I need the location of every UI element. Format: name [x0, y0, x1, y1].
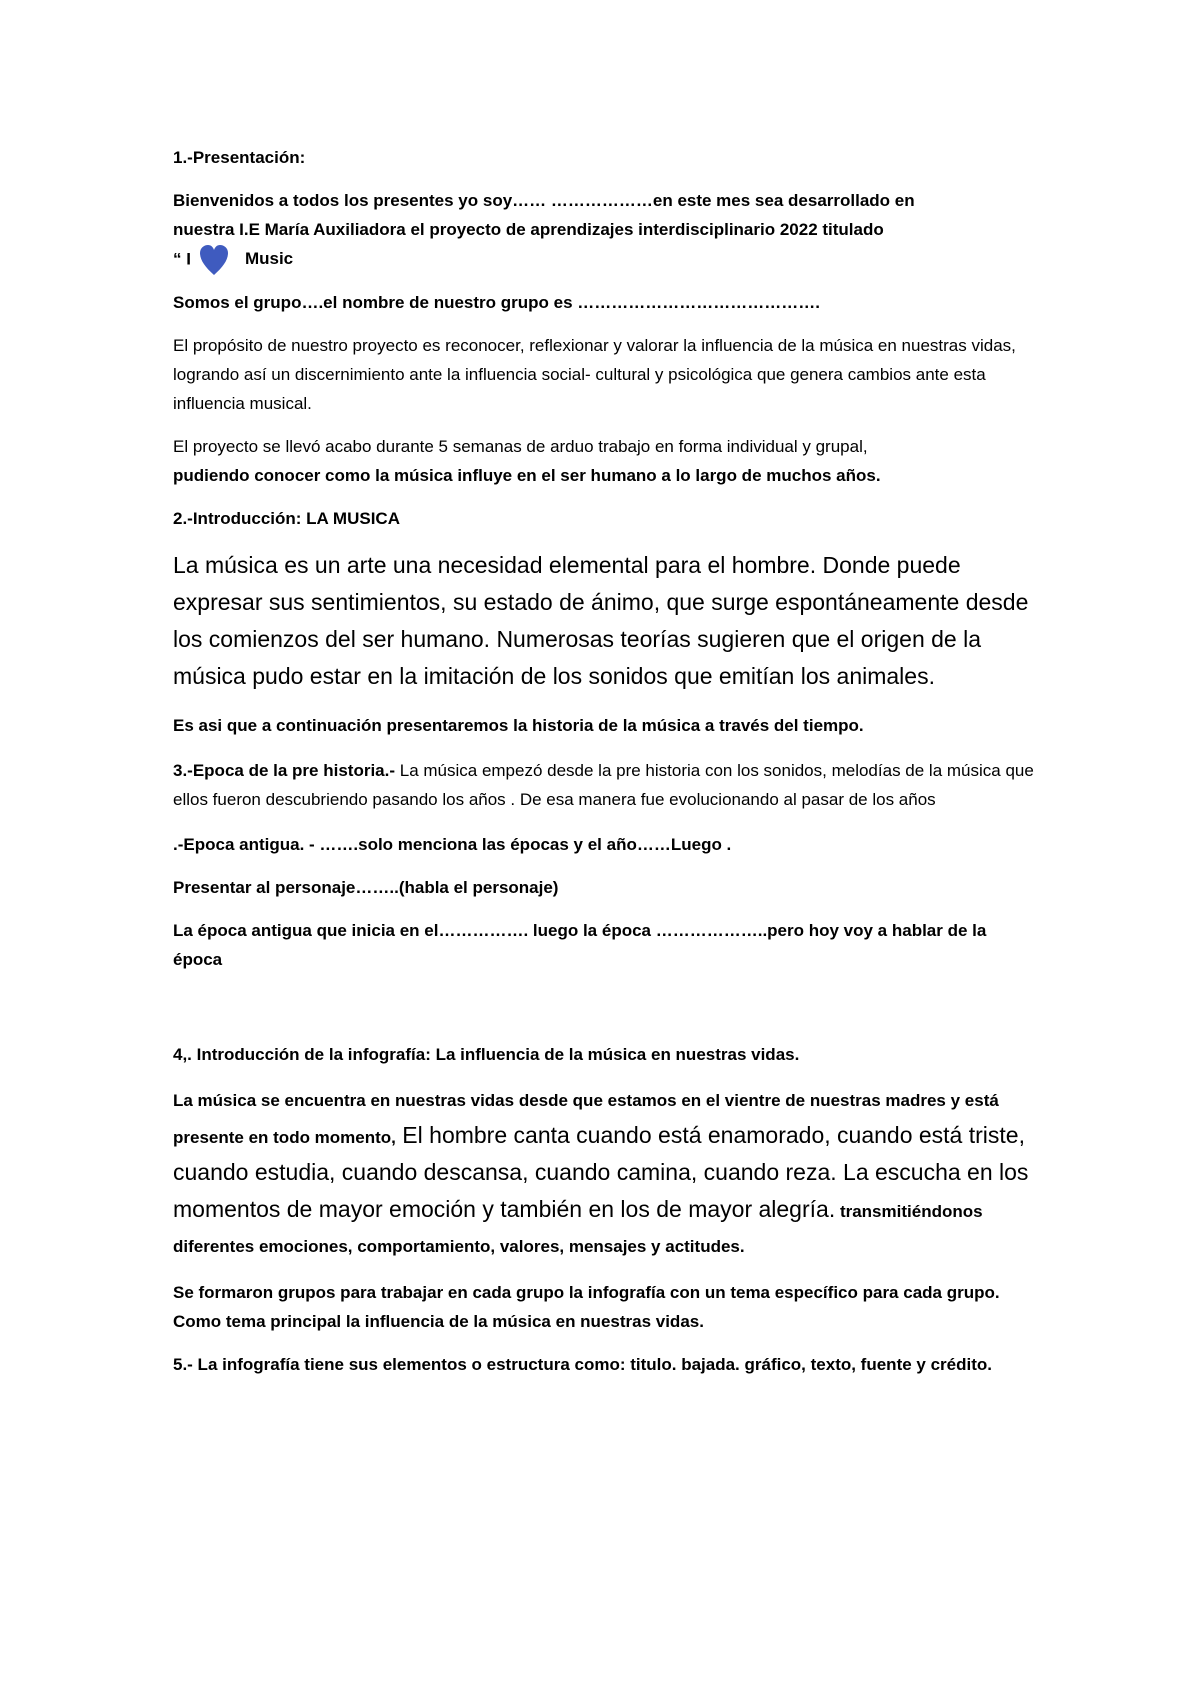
project-line-2: pudiendo conocer como la música influye en el ser humano a lo largo de muchos años. — [173, 466, 881, 485]
section-heading-introduccion: 2.-Introducción: LA MUSICA — [173, 509, 400, 528]
music-lives-outro: transmitiéndonos diferentes emociones, comportamiento, valores, mensajes y actitudes. — [173, 1202, 983, 1256]
music-lives-big: El hombre canta cuando está enamorado, cuando está triste, cuando estudia, cuando descansa, cuando camina, cuando reza. La escucha en los momentos de mayor emoción y también en los de mayor alegría. — [173, 1122, 1029, 1222]
welcome-line-2: nuestra I.E María Auxiliadora el proyecto de aprendizajes interdisciplinario 2022 titulado — [173, 220, 884, 239]
section-heading-infografia: 4,. Introducción de la infografía: La influencia de la música en nuestras vidas. — [173, 1045, 800, 1064]
continue-line: Es asi que a continuación presentaremos la historia de la música a través del tiempo. — [173, 716, 864, 735]
section-heading-elementos: 5.- La infografía tiene sus elementos o estructura como: titulo. bajada. gráfico, texto, fuente y crédito. — [173, 1355, 992, 1374]
project-line-1: El proyecto se llevó acabo durante 5 semanas de arduo trabajo en forma individual y grupal, — [173, 437, 868, 456]
heart-icon — [199, 244, 229, 276]
prehistory-heading: 3.-Epoca de la pre historia.- — [173, 761, 396, 780]
section-heading-presentacion: 1.-Presentación: — [173, 148, 306, 167]
welcome-paragraph — [173, 186, 1038, 276]
welcome-line-1: Bienvenidos a todos los presentes yo soy…… ………………en este mes sea desarrollado en — [173, 191, 915, 210]
antigua-line: .-Epoca antigua. - …….solo menciona las épocas y el año……Luego . — [173, 835, 732, 854]
prehistory-text: La música empezó desde la pre historia con los sonidos, melodías de la música que ellos fueron descubriendo pasando los años . De esa manera fue evolucionando al pasar de los años — [173, 761, 1034, 809]
project-paragraph — [173, 432, 1038, 490]
music-word: Music — [244, 249, 294, 269]
intro-paragraph: La música es un arte una necesidad elemental para el hombre. Donde puede expresar sus sentimientos, su estado de ánimo, que surge espontáneamente desde los comienzos del ser humano. Numerosas teorías sugieren que el origen de la música pudo estar en la imitación de los sonidos que emitían los animales. — [173, 552, 1029, 689]
personaje-line: Presentar al personaje……..(habla el personaje) — [173, 878, 559, 897]
epoca-line: La época antigua que inicia en el……………. luego la época ………………..pero hoy voy a hablar de la época — [173, 921, 987, 969]
document-content — [173, 143, 1038, 1379]
quote-open: “ I — [173, 249, 191, 269]
prehistory-paragraph — [173, 756, 1038, 814]
music-lives-intro: La música se encuentra en nuestras vidas desde que estamos en el vientre de nuestras madres y está presente en todo momento, — [173, 1091, 999, 1147]
groups-paragraph: Se formaron grupos para trabajar en cada grupo la infografía con un tema específico para cada grupo. Como tema principal la influencia de la música en nuestras vidas. — [173, 1283, 1000, 1331]
music-lives-paragraph — [173, 1083, 1038, 1264]
group-line: Somos el grupo….el nombre de nuestro grupo es ……………………………………. — [173, 293, 820, 312]
purpose-paragraph: El propósito de nuestro proyecto es reconocer, reflexionar y valorar la influencia de la música en nuestras vidas, logrando así un discernimiento ante la influencia social- cultural y psicológica que genera cambios ante esta influencia musical. — [173, 336, 1016, 413]
